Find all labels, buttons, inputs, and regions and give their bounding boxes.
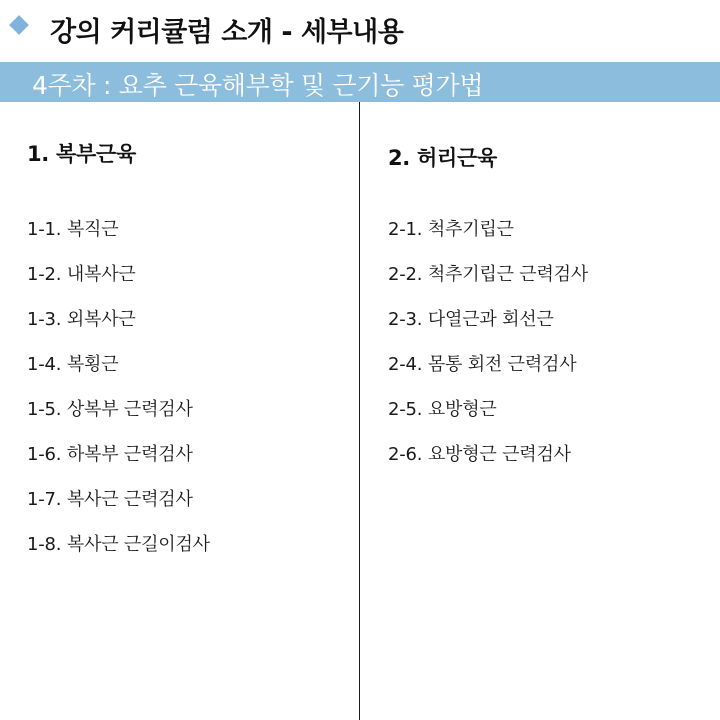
list-item: 1-7. 복사근 근력검사 [27, 489, 193, 510]
list-item: 1-8. 복사근 근길이검사 [27, 534, 210, 555]
week-banner-text: 4주차 : 요추 근육해부학 및 근기능 평가법 [32, 71, 484, 100]
section-heading-abdominal: 1. 복부근육 [27, 142, 136, 166]
list-item: 2-5. 요방형근 [388, 399, 497, 420]
list-item: 2-1. 척추기립근 [388, 219, 514, 240]
list-item: 1-4. 복횡근 [27, 354, 119, 375]
list-item: 2-3. 다열근과 회선근 [388, 309, 554, 330]
page-title: 강의 커리큘럼 소개 - 세부내용 [50, 17, 404, 48]
list-item: 2-4. 몸통 회전 근력검사 [388, 354, 577, 375]
column-divider [359, 102, 360, 720]
abdominal-item-list [27, 215, 210, 575]
list-item: 1-5. 상복부 근력검사 [27, 399, 193, 420]
lumbar-item-list [388, 215, 588, 485]
header [0, 0, 720, 62]
list-item: 1-1. 복직근 [27, 219, 119, 240]
list-item: 1-3. 외복사근 [27, 309, 136, 330]
list-item: 2-6. 요방형근 근력검사 [388, 444, 571, 465]
list-item: 1-2. 내복사근 [27, 264, 136, 285]
diamond-icon [9, 15, 29, 35]
week-banner [0, 62, 720, 102]
list-item: 1-6. 하복부 근력검사 [27, 444, 193, 465]
section-heading-lumbar: 2. 허리근육 [388, 146, 497, 170]
list-item: 2-2. 척추기립근 근력검사 [388, 264, 589, 285]
